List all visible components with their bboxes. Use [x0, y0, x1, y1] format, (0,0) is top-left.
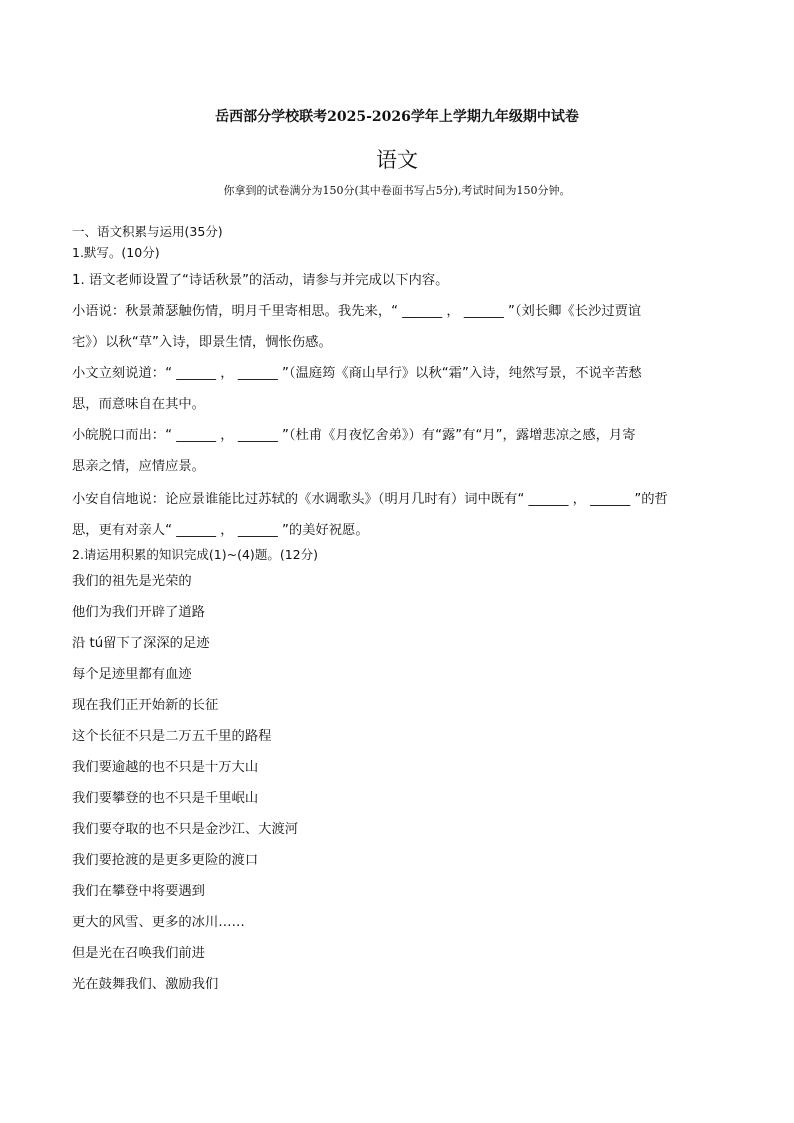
exam-title: 岳西部分学校联考2025-2026学年上学期九年级期中试卷 [215, 109, 579, 125]
dictation-line: 思，而意味自在其中。 [72, 397, 205, 412]
poem-line: 光在鼓舞我们、激励我们 [72, 977, 219, 992]
poem-line: 这个长征不只是二万五千里的路程 [72, 729, 272, 744]
poem-line: 沿 tú留下了深深的足迹 [72, 636, 210, 651]
poem-line: 他们为我们开辟了道路 [72, 605, 205, 620]
dictation-line: 小文立刻说道：“ ______ ， ______ ”（温庭筠《商山早行》以秋“霜”入诗，纯然写景，不说辛苦愁 [72, 366, 642, 381]
dictation-line: 小语说：秋景萧瑟触伤情，明月千里寄相思。我先来，“ ______ ， ______ ”（刘长卿《长沙过贾谊 [72, 304, 642, 319]
dictation-line: 小皖脱口而出：“ ______ ， ______ ”（杜甫《月夜忆舍弟》）有“露”有“月”，露增悲凉之感，月寄 [72, 428, 636, 443]
dictation-line: 思，更有对亲人“ ______ ， ______ ”的美好祝愿。 [72, 523, 369, 538]
poem-line: 我们要逾越的也不只是十万大山 [72, 760, 259, 775]
dictation-line: 小安自信地说：论应景谁能比过苏轼的《水调歌头》（明月几时有）词中既有“ ______ ， ______ ”的哲 [72, 492, 668, 507]
section-heading: 一、语文积累与运用(35分) [72, 224, 223, 239]
poem-line: 我们要夺取的也不只是金沙江、大渡河 [72, 822, 299, 837]
poem-line: 我们在攀登中将要遇到 [72, 884, 205, 899]
exam-note: 你拿到的试卷满分为150分(其中卷面书写占5分),考试时间为150分钟。 [223, 184, 571, 197]
question-1-label: 1.默写。(10分) [72, 245, 160, 260]
question-1-intro: 1. 语文老师设置了“诗话秋景”的活动，请参与并完成以下内容。 [72, 273, 449, 288]
poem-line: 我们的祖先是光荣的 [72, 574, 192, 589]
poem-line: 我们要攀登的也不只是千里岷山 [72, 791, 259, 806]
poem-line: 我们要抢渡的是更多更险的渡口 [72, 853, 259, 868]
dictation-line: 思亲之情，应情应景。 [72, 459, 205, 474]
poem-line: 现在我们正开始新的长征 [72, 698, 219, 713]
poem-line: 更大的风雪、更多的冰川…… [72, 915, 245, 930]
question-2-label: 2.请运用积累的知识完成(1)~(4)题。(12分) [72, 547, 318, 562]
poem-line: 但是光在召唤我们前进 [72, 946, 205, 961]
poem-line: 每个足迹里都有血迹 [72, 667, 192, 682]
dictation-line: 宅》）以秋“草”入诗，即景生情，惆怅伤感。 [72, 335, 332, 350]
subject-heading: 语文 [376, 148, 418, 172]
